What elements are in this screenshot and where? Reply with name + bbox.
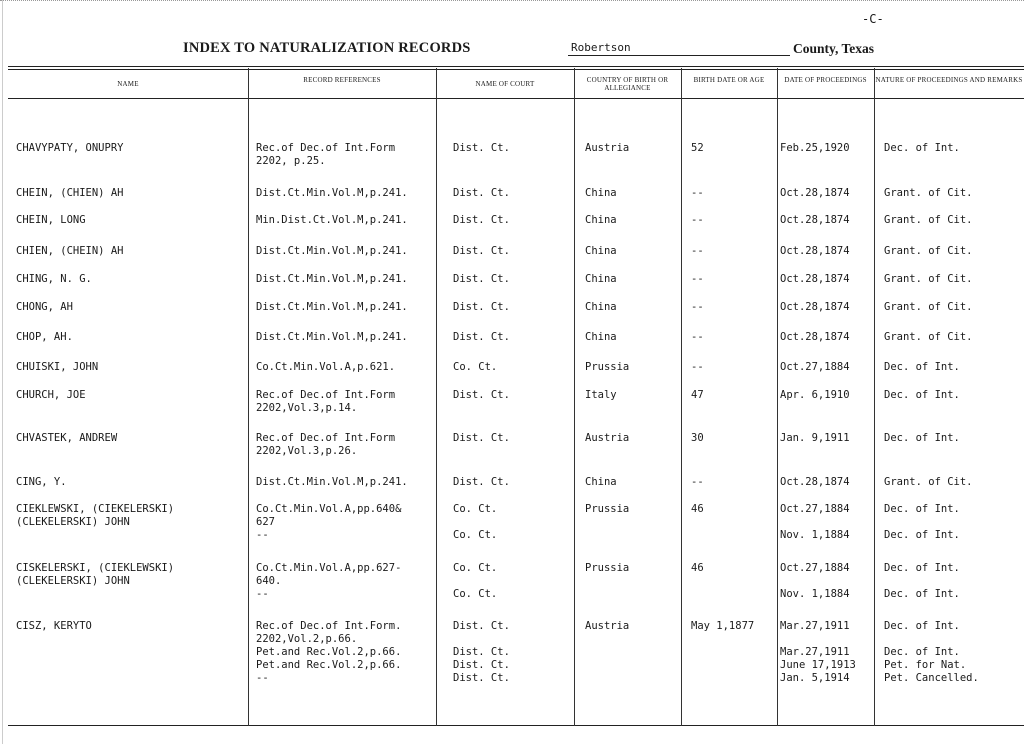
cell-country: China (585, 245, 617, 257)
cell-age: 52 (691, 142, 704, 154)
cell-ref: Co.Ct.Min.Vol.A,pp.627- 640. -- (256, 562, 402, 600)
cell-country: Austria (585, 432, 630, 444)
cell-name: CHEIN, (CHIEN) AH (16, 187, 124, 199)
cell-name: CHING, N. G. (16, 273, 92, 285)
cell-court: Dist. Ct. (453, 389, 510, 401)
cell-nature: Dec. of Int. Dec. of Int. (884, 562, 960, 600)
cell-ref: Min.Dist.Ct.Vol.M,p.241. (256, 214, 408, 226)
column-divider (248, 68, 249, 726)
cell-country: Austria (585, 142, 630, 154)
cell-nature: Dec. of Int. (884, 389, 960, 401)
cell-country: China (585, 476, 617, 488)
cell-date: Oct.28,1874 (780, 476, 850, 488)
table-rule-bottom (8, 725, 1024, 726)
column-divider (574, 68, 575, 726)
cell-court: Dist. Ct. (453, 476, 510, 488)
cell-date: Feb.25,1920 (780, 142, 850, 154)
cell-age: -- (691, 301, 704, 313)
cell-court: Dist. Ct. (453, 142, 510, 154)
cell-court: Co. Ct. Co. Ct. (453, 503, 498, 541)
cell-age: -- (691, 187, 704, 199)
county-name: Robertson (571, 41, 631, 54)
cell-court: Dist. Ct. (453, 187, 510, 199)
cell-ref: Rec.of Dec.of Int.Form 2202, p.25. (256, 142, 396, 167)
column-header: NATURE OF PROCEEDINGS AND REMARKS (875, 76, 1023, 84)
cell-age: 46 (691, 562, 704, 574)
county-fill-line (568, 55, 790, 56)
cell-age: 30 (691, 432, 704, 444)
column-header: NAME OF COURT (475, 80, 535, 88)
cell-nature: Grant. of Cit. (884, 214, 973, 226)
cell-nature: Dec. of Int. (884, 361, 960, 373)
cell-age: -- (691, 245, 704, 257)
cell-name: CHUISKI, JOHN (16, 361, 99, 373)
cell-ref: Co.Ct.Min.Vol.A,pp.640& 627 -- (256, 503, 402, 541)
cell-name: CHEIN, LONG (16, 214, 86, 226)
cell-name: CISKELERSKI, (CIEKLEWSKI) (CLEKELERSKI) JOHN (16, 562, 175, 587)
cell-name: CHONG, AH (16, 301, 73, 313)
cell-nature: Dec. of Int. (884, 432, 960, 444)
cell-nature: Grant. of Cit. (884, 476, 973, 488)
scan-edge-top (0, 0, 1024, 4)
cell-name: CISZ, KERYTO (16, 620, 92, 632)
cell-country: Prussia (585, 361, 630, 373)
cell-name: CHOP, AH. (16, 331, 73, 343)
cell-court: Dist. Ct. (453, 331, 510, 343)
cell-name: CHIEN, (CHEIN) AH (16, 245, 124, 257)
cell-date: Oct.28,1874 (780, 245, 850, 257)
cell-date: Mar.27,1911 Mar.27,1911 June 17,1913 Jan. 5,1914 (780, 620, 856, 684)
cell-age: -- (691, 273, 704, 285)
cell-ref: Dist.Ct.Min.Vol.M,p.241. (256, 187, 408, 199)
cell-name: CHURCH, JOE (16, 389, 86, 401)
cell-age: 47 (691, 389, 704, 401)
cell-country: China (585, 331, 617, 343)
cell-date: Oct.28,1874 (780, 214, 850, 226)
cell-age: -- (691, 361, 704, 373)
cell-date: Oct.28,1874 (780, 301, 850, 313)
county-label: County, Texas (793, 41, 875, 56)
cell-country: Prussia (585, 562, 630, 574)
cell-country: China (585, 187, 617, 199)
cell-age: 46 (691, 503, 704, 515)
cell-date: Jan. 9,1911 (780, 432, 850, 444)
cell-date: Oct.28,1874 (780, 273, 850, 285)
cell-name: CHAVYPATY, ONUPRY (16, 142, 124, 154)
column-header: RECORD REFERENCES (303, 76, 381, 84)
cell-nature: Grant. of Cit. (884, 331, 973, 343)
column-divider (436, 68, 437, 726)
cell-date: Oct.27,1884 (780, 361, 850, 373)
cell-name: CIEKLEWSKI, (CIEKELERSKI) (CLEKELERSKI) JOHN (16, 503, 175, 528)
cell-court: Co. Ct. (453, 361, 498, 373)
cell-court: Dist. Ct. (453, 301, 510, 313)
header-rule-top-2 (8, 69, 1024, 70)
column-divider (874, 68, 875, 726)
column-header: BIRTH DATE OR AGE (693, 76, 765, 84)
cell-age: -- (691, 214, 704, 226)
cell-ref: Dist.Ct.Min.Vol.M,p.241. (256, 245, 408, 257)
cell-country: China (585, 273, 617, 285)
cell-ref: Dist.Ct.Min.Vol.M,p.241. (256, 476, 408, 488)
cell-nature: Dec. of Int. Dec. of Int. (884, 503, 960, 541)
cell-country: Italy (585, 389, 617, 401)
cell-ref: Rec.of Dec.of Int.Form 2202,Vol.3,p.14. (256, 389, 396, 414)
page-mark: -C- (862, 12, 884, 26)
cell-nature: Dec. of Int. (884, 142, 960, 154)
cell-date: Oct.28,1874 (780, 331, 850, 343)
cell-ref: Rec.of Dec.of Int.Form 2202,Vol.3,p.26. (256, 432, 396, 457)
cell-date: Oct.27,1884 Nov. 1,1884 (780, 503, 850, 541)
cell-country: Prussia (585, 503, 630, 515)
cell-date: Oct.28,1874 (780, 187, 850, 199)
cell-court: Dist. Ct. (453, 245, 510, 257)
cell-name: CING, Y. (16, 476, 67, 488)
header-rule-top (8, 66, 1024, 67)
cell-nature: Grant. of Cit. (884, 273, 973, 285)
page-title: INDEX TO NATURALIZATION RECORDS (183, 40, 471, 56)
cell-country: Austria (585, 620, 630, 632)
cell-nature: Grant. of Cit. (884, 187, 973, 199)
cell-name: CHVASTEK, ANDREW (16, 432, 118, 444)
cell-age: May 1,1877 (691, 620, 755, 632)
cell-ref: Dist.Ct.Min.Vol.M,p.241. (256, 301, 408, 313)
scan-edge-left (2, 0, 3, 744)
column-divider (681, 68, 682, 726)
cell-date: Oct.27,1884 Nov. 1,1884 (780, 562, 850, 600)
cell-court: Dist. Ct. (453, 273, 510, 285)
column-header: DATE OF PROCEEDINGS (784, 76, 867, 84)
cell-ref: Rec.of Dec.of Int.Form. 2202,Vol.2,p.66. Pet.and Rec.Vol.2,p.66. Pet.and Rec.Vol.2,p.66. -- (256, 620, 402, 684)
column-header: NAME (117, 80, 139, 88)
cell-ref: Dist.Ct.Min.Vol.M,p.241. (256, 273, 408, 285)
column-divider (777, 68, 778, 726)
cell-court: Dist. Ct. Dist. Ct. Dist. Ct. Dist. Ct. (453, 620, 510, 684)
header-rule-bottom (8, 98, 1024, 99)
cell-date: Apr. 6,1910 (780, 389, 850, 401)
column-header: COUNTRY OF BIRTH OR ALLEGIANCE (586, 76, 669, 92)
cell-age: -- (691, 331, 704, 343)
cell-country: China (585, 301, 617, 313)
cell-nature: Grant. of Cit. (884, 245, 973, 257)
cell-ref: Co.Ct.Min.Vol.A,p.621. (256, 361, 396, 373)
cell-ref: Dist.Ct.Min.Vol.M,p.241. (256, 331, 408, 343)
cell-age: -- (691, 476, 704, 488)
cell-nature: Grant. of Cit. (884, 301, 973, 313)
cell-nature: Dec. of Int. Dec. of Int. Pet. for Nat. Pet. Cancelled. (884, 620, 979, 684)
cell-court: Dist. Ct. (453, 214, 510, 226)
cell-court: Dist. Ct. (453, 432, 510, 444)
cell-country: China (585, 214, 617, 226)
cell-court: Co. Ct. Co. Ct. (453, 562, 498, 600)
